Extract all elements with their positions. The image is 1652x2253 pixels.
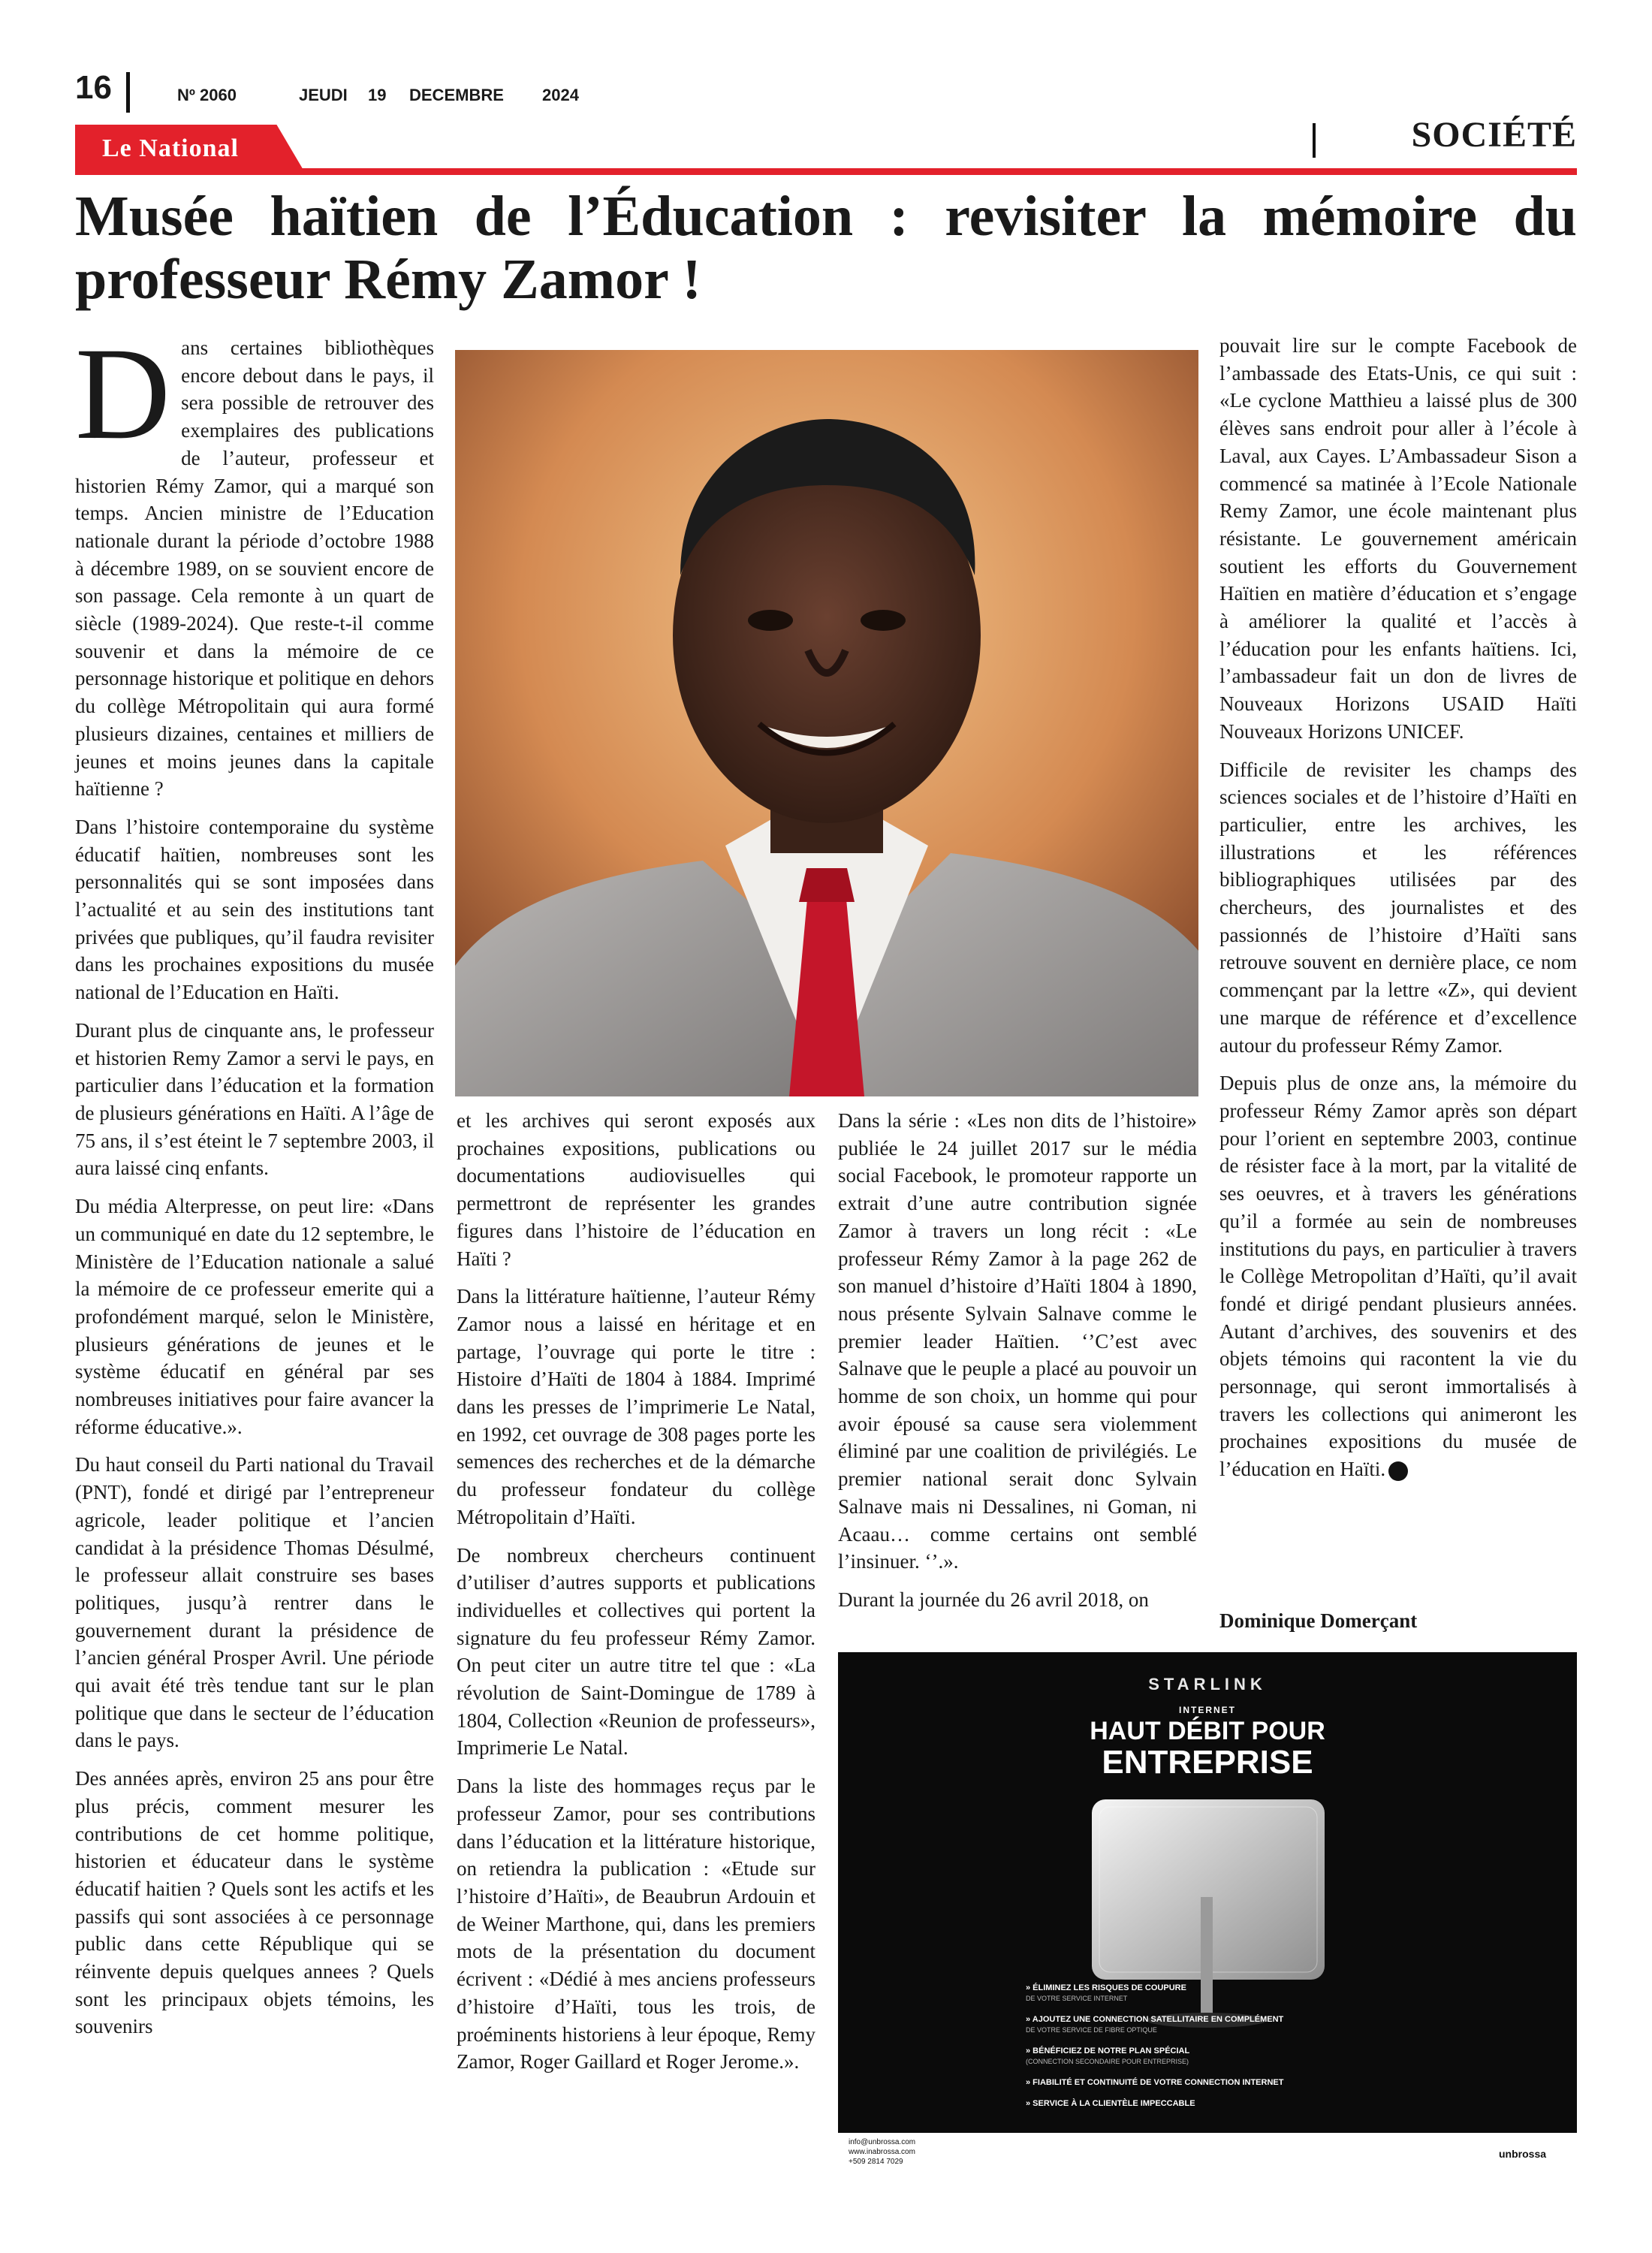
ad-headline-line-2: ENTREPRISE — [1102, 1744, 1313, 1781]
issue-date: 19 — [368, 86, 387, 104]
article-headline: Musée haïtien de l’Éducation : revisiter la mémoire du professeur Rémy Zamor ! — [75, 185, 1577, 311]
issue-day: JEUDI — [299, 86, 348, 104]
ad-feature-main: » AJOUTEZ UNE CONNECTION SATELLITAIRE EN COMPLÉMENT — [1026, 2015, 1284, 2024]
page-number: 16 — [75, 69, 112, 106]
ad-feature-list — [1026, 1983, 1394, 2119]
article-paragraph: De nombreux chercheurs continuent d’utiliser d’autres supports et publications individuelles et collectives qui portent la signature du feu professeur Rémy Zamor. On peut citer un autre titre tel que : «La révolution de Saint-Domingue de 1789 à 1804, Collection «Reunion de professeurs», Imprimerie Le Natal. — [457, 1543, 815, 1760]
article-column-4 — [1219, 332, 1577, 1494]
ad-feature-main: » FIABILITÉ ET CONTINUITÉ DE VOTRE CONNECTION INTERNET — [1026, 2078, 1284, 2087]
header-rule — [75, 168, 1577, 175]
article-paragraph: Durant la journée du 26 avril 2018, on — [838, 1588, 1149, 1611]
ad-contact-info: info@unbrossa.com www.inabrossa.com +509 2814 7029 — [849, 2138, 916, 2166]
portrait-photo — [455, 350, 1198, 1096]
ad-headline-line-1: HAUT DÉBIT POUR — [1090, 1717, 1325, 1745]
issue-month: DECEMBRE — [409, 86, 504, 104]
ad-feature-sub: DE VOTRE SERVICE INTERNET — [1026, 1995, 1128, 2002]
article-paragraph — [1219, 1069, 1577, 1483]
article-byline: Dominique Domerçant — [1219, 1609, 1418, 1632]
ad-feature-item — [1026, 2014, 1394, 2035]
article-paragraph: Dans la liste des hommages reçus par le professeur Zamor, pour ses contributions dans l’éducation et la littérature historique, on retiendra la publication : «Etude sur l’histoire d’Haïti», de Beaubrun Ardouin et de Weiner Marthone, qui, dans les premiers mots de la présentation du document écrivent : «Dédié à mes anciens professeurs d’histoire d’Haïti, tous les trois, de proéminents historiens à leur époque, Remy Zamor, Roger Gaillard et Roger Jerome.». — [457, 1775, 815, 2074]
ad-feature-main: » ÉLIMINEZ LES RISQUES DE COUPURE — [1026, 1983, 1186, 1992]
article-paragraph: Durant plus de cinquante ans, le professeur et historien Remy Zamor a servi le pays, en particulier dans l’éducation et la formation de plusieurs générations en Haïti. A l’âge de 75 ans, il s’est éteint le 7 septembre 2003, il aura laissé cinq enfants. — [75, 1018, 434, 1180]
article-column-1 — [75, 321, 434, 2051]
ad-feature-sub: (CONNECTION SECONDAIRE POUR ENTREPRISE) — [1026, 2058, 1189, 2065]
issue-year: 2024 — [542, 86, 579, 104]
masthead-brand: Le National — [102, 134, 239, 162]
ad-feature-main: » SERVICE À LA CLIENTÈLE IMPECCABLE — [1026, 2099, 1195, 2108]
ad-kicker: INTERNET — [1179, 1705, 1236, 1715]
issue-number: Nº 2060 — [177, 86, 237, 104]
ad-feature-item — [1026, 2077, 1394, 2088]
ad-brand: STARLINK — [1148, 1675, 1267, 1694]
ad-feature-main: » BÉNÉFICIEZ DE NOTRE PLAN SPÉCIAL — [1026, 2046, 1190, 2055]
ad-feature-sub: DE VOTRE SERVICE DE FIBRE OPTIQUE — [1026, 2026, 1157, 2034]
article-paragraph: pouvait lire sur le compte Facebook de l’ambassade des Etats-Unis, ce qui suit : «Le cyclone Matthieu a laissé plus de 300 élèves sans endroit pour aller à l’école à Laval, aux Cayes. L’Ambassadeur Sison a commencé sa matinée à l’Ecole Nationale Remy Zamor, une école maintenant plus résistante. Le gouvernement américain soutient les efforts du Gouvernement Haïtien en matière d’éducation et s’engage à améliorer la qualité et l’accès à l’éducation pour les enfants haïtiens. Ici, l’ambassadeur fait un don de livres de Nouveaux Horizons USAID Haïti Nouveaux Horizons UNICEF. — [1219, 334, 1577, 743]
drop-cap: D — [75, 321, 171, 467]
ad-feature-item — [1026, 1983, 1394, 2004]
article-paragraph: Dans l’histoire contemporaine du système éducatif haïtien, nombreuses sont les personnalités qui se sont imposées dans l’actualité et au sein des institutions tant privées que publiques, qu’il faudra revisiter dans les prochaines expositions du musée national de l’Education en Haïti. — [75, 815, 434, 1004]
article-paragraph: et les archives qui seront exposés aux prochaines expositions, publications ou documentations audiovisuelles qui permettront de représenter les grandes figures dans l’histoire de l’éducation en Haïti ? — [457, 1109, 815, 1270]
article-paragraph-text: ans certaines bibliothèques encore debout dans le pays, il sera possible de retrouver des exemplaires des publications de l’auteur, professeur et historien Rémy Zamor, qui a marqué son temps. Ancien ministre de l’Education nationale durant la période d’octobre 1988 à décembre 1989, on se souvient encore de son passage. Cela remonte à un quart de siècle (1989-2024). Que reste-t-il comme souvenir et dans la mémoire de ce personnage historique et politique en dehors du collège Métropolitain qui aura formé plusieurs dizaines, centaines et milliers de jeunes et moins jeunes dans la capitale haïtienne ? — [75, 336, 434, 801]
article-paragraph: Dans la série : «Les non dits de l’histoire» publiée le 24 juillet 2017 sur le média social Facebook, le promoteur rapporte un extrait d’une autre contribution signée Zamor à travers un long récit : «Le professeur Rémy Zamor à la page 262 de son manuel d’histoire d’Haïti 1804 à 1890, nous présente Sylvain Salnave comme le premier leader Haïtien. ‘’C’est avec Salnave que le peuple a placé au pouvoir un homme de son choix, un homme qui pour avoir épousé sa cause sera violemment éliminé par une coalition de privilégiés. Le premier national serait donc Sylvain Salnave mais ni Dessalines, ni Goman, ni Acaau… comme certains ont semblé l’insinuer. ‘’.». — [838, 1109, 1197, 1573]
section-divider — [1313, 123, 1316, 158]
article-column-2 — [457, 1107, 815, 2086]
page-number-divider — [126, 72, 130, 113]
ad-footer-brand: unbrossa — [1499, 2148, 1547, 2160]
section-title: SOCIÉTÉ — [1411, 115, 1577, 155]
article-paragraph: Dans la littérature haïtienne, l’auteur Rémy Zamor nous a laissé en héritage et en partage, l’ouvrage qui porte le titre : Histoire d’Haïti de 1804 à 1884. Imprimé dans les presses de l’imprimerie Le Natal, en 1992, cet ouvrage de 308 pages porte les semences des recherches et de la démarche du professeur fondateur du collège Métropolitain d’Haïti. — [457, 1285, 815, 1528]
ad-footer — [838, 2133, 1577, 2179]
starlink-advertisement[interactable] — [838, 1652, 1577, 2179]
article-column-3 — [838, 1107, 1197, 1624]
ad-feature-item — [1026, 2098, 1394, 2109]
article-paragraph — [75, 321, 434, 803]
portrait-illustration — [455, 350, 1198, 1096]
article-paragraph: Du haut conseil du Parti national du Travail (PNT), fondé et dirigé par l’entrepreneur agricole, leader politique et l’ancien candidat à la présidence Thomas Désulmé, le professeur allait construire ses bases politiques, jusqu’à rentrer dans le gouvernement durant la présidence de l’ancien général Prosper Avril. Une période qui avait été très tendue tant sur le plan politique que dans le secteur de l’éducation dans le pays. — [75, 1453, 434, 1752]
end-mark-icon — [1388, 1461, 1408, 1481]
article-paragraph-text: Depuis plus de onze ans, la mémoire du professeur Rémy Zamor après son départ pour l’orient en septembre 2003, continue de résister face à la mort, par la vitalité de ses oeuvres, et à travers les générations qu’il a formée au sein de nombreuses institutions du pays, en particulier à travers le Collège Metropolitan d’Haïti, qu’il avait fondé et dirigé pendant plusieurs années. Autant d’archives, des souvenirs et des objets témoins qui racontent la vie du personnage, qui seront immortalisés à travers les collections qui animeront les prochaines expositions du musée de l’éducation en Haïti. — [1219, 1072, 1577, 1481]
ad-feature-item — [1026, 2046, 1394, 2067]
article-paragraph: Du média Alterpresse, on peut lire: «Dans un communiqué en date du 12 septembre, le Ministère de l’Education nationale a salué la mémoire de ce professeur emerite qui a profondément marqué, selon le Ministère, plusieurs générations de jeunes et le système éducatif en général par ses nombreuses initiatives pour faire avancer la réforme éducative.». — [75, 1195, 434, 1438]
article-paragraph: Des années après, environ 25 ans pour être plus précis, comment mesurer les contributions de cet homme politique, historien et éducateur dans le système éducatif haitien ? Quels sont les actifs et les passifs qui sont associées à ce personnage public dans cette République qui se réinvente depuis quelques annees ? Quels sont les principaux objets témoins, les souvenirs — [75, 1767, 434, 2038]
article-paragraph: Difficile de revisiter les champs des sciences sociales et de l’histoire d’Haïti en particulier, entre les archives, les illustrations et les références bibliographiques utilisées par des chercheurs, des journalistes et des passionnés de l’histoire d’Haïti sans retrouve souvent en dernière place, ce nom commençant par la lettre «Z», qui devient une marque de référence et d’excellence autour du professeur Rémy Zamor. — [1219, 758, 1577, 1057]
